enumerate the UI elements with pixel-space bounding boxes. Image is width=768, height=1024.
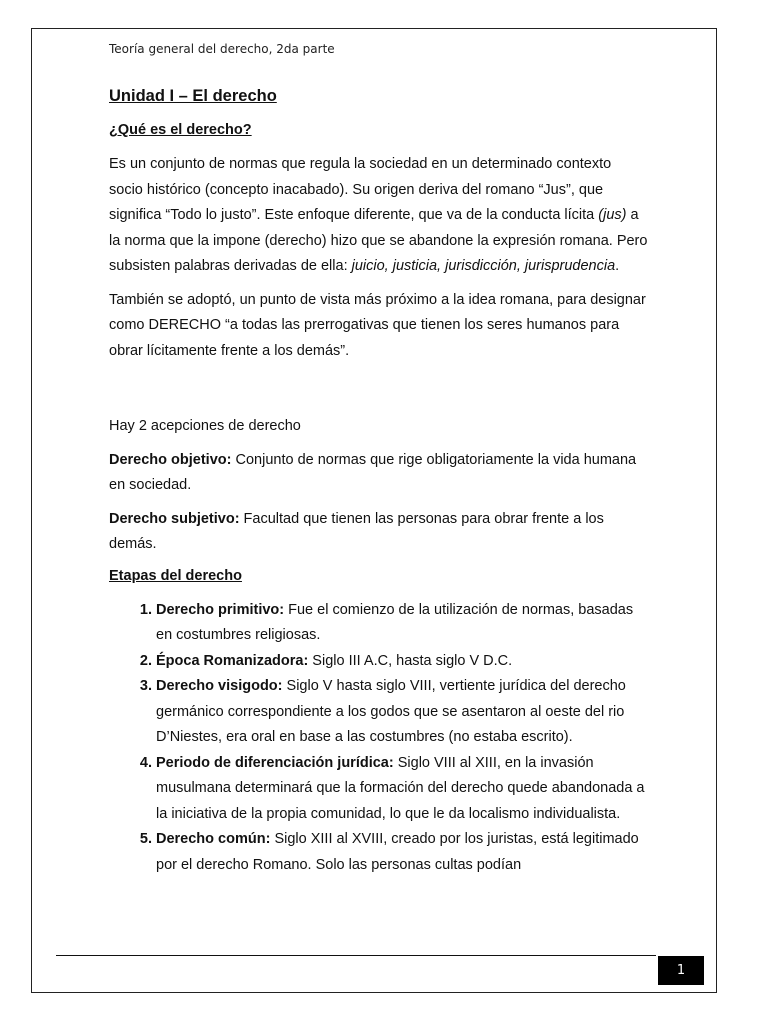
list-item-text: Siglo VIII al XIII, en la invasión musulmana determinará que la formación del derecho quede abandonada a la iniciativa de la propia comunidad, lo que le da localismo individualista.	[156, 754, 645, 822]
bold-term: Época Romanizadora:	[156, 652, 309, 669]
bold-term: Periodo de diferenciación jurídica:	[156, 754, 394, 771]
paragraph-objective-law	[109, 448, 649, 499]
list-item	[156, 751, 649, 828]
list-item-text: Siglo XIII al XVIII, creado por los juristas, está legitimado por el derecho Romano. Solo las personas cultas podían	[156, 831, 639, 873]
list-item-text: Siglo III A.C, hasta siglo V D.C.	[308, 652, 513, 669]
unit-title: Unidad I – El derecho	[109, 87, 277, 105]
page-number: 1	[658, 956, 704, 985]
list-item	[156, 827, 649, 878]
italic-term: (jus)	[598, 207, 627, 223]
footer-divider	[56, 955, 656, 956]
bold-term: Derecho subjetivo:	[109, 510, 240, 527]
paragraph-acceptions: Hay 2 acepciones de derecho	[109, 418, 301, 434]
list-item-text: Siglo V hasta siglo VIII, vertiente jurídica del derecho germánico correspondiente a los godos que se asentaron al oeste del rio D’Niestes, era oral en base a las costumbres (no estaba escrito).	[156, 678, 626, 745]
stages-list	[109, 598, 649, 879]
italic-terms: juicio, justicia, jurisdicción, jurisprudencia	[351, 258, 616, 274]
paragraph-definition	[109, 152, 649, 280]
list-item	[156, 674, 649, 751]
paragraph-roman-view: También se adoptó, un punto de vista más próximo a la idea romana, para designar como DERECHO “a todas las prerrogativas que tienen los seres humanos para obrar lícitamente frente a los demás”.	[109, 291, 646, 359]
list-item	[156, 598, 649, 649]
paragraph-text: Conjunto de normas que rige obligatoriamente la vida humana en sociedad.	[109, 451, 637, 493]
page-header: Teoría general del derecho, 2da parte	[109, 42, 335, 56]
paragraph-text: a la norma que la impone (derecho) hizo que se abandone la expresión romana. Pero subsisten palabras derivadas de ella:	[109, 207, 648, 274]
bold-term: Derecho común:	[156, 831, 271, 847]
list-item-text: Fue el comienzo de la utilización de normas, basadas en costumbres religiosas.	[156, 601, 634, 643]
paragraph-subjective-law	[109, 507, 649, 558]
section-title-stages: Etapas del derecho	[109, 567, 242, 584]
section-title-what-is-law: ¿Qué es el derecho?	[109, 122, 252, 138]
paragraph-text: Facultad que tienen las personas para obrar frente a los demás.	[109, 510, 604, 552]
list-item	[156, 649, 649, 675]
paragraph-text: Es un conjunto de normas que regula la sociedad en un determinado contexto socio histórico (concepto inacabado). Su origen deriva del romano “Jus”, que significa “Todo lo justo”. Este enfoque diferente, que va de la conducta lícita	[109, 156, 612, 223]
bold-term: Derecho objetivo:	[109, 451, 232, 468]
bold-term: Derecho visigodo:	[156, 678, 283, 694]
document-body	[109, 86, 649, 878]
bold-term: Derecho primitivo:	[156, 601, 285, 618]
paragraph-text: .	[615, 258, 620, 274]
